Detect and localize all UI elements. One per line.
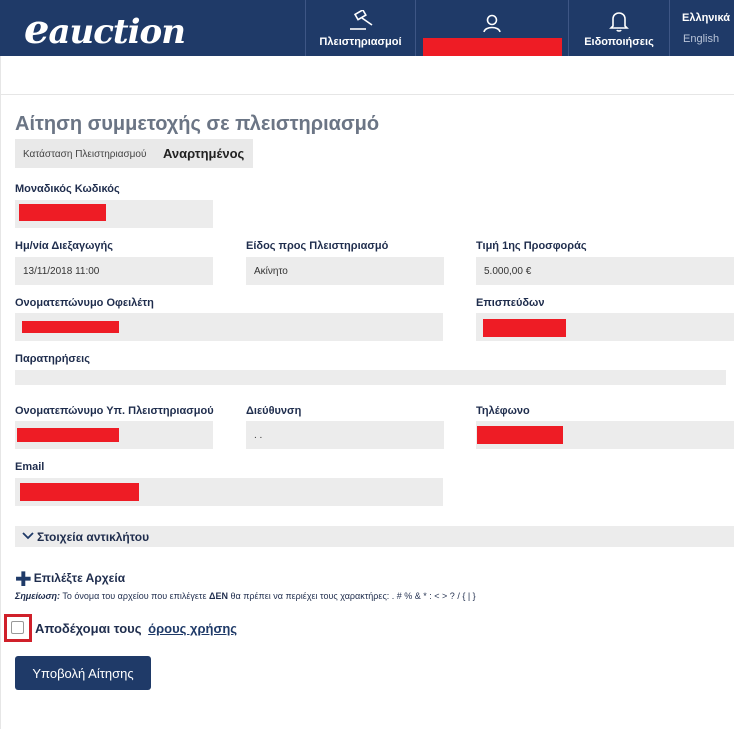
nav-notifications[interactable]: Ειδοποιήσεις (569, 0, 669, 56)
divider (0, 94, 734, 95)
notes-field[interactable] (15, 370, 726, 385)
select-files-button[interactable]: ✚ Επιλέξτε Αρχεία (15, 569, 126, 591)
email-label: Email (15, 461, 45, 473)
chevron-down-icon (22, 531, 34, 541)
redacted-unique-code (19, 204, 106, 221)
address-label: Διεύθυνση (246, 405, 302, 417)
redacted-pursuer (483, 319, 566, 337)
phone-label: Τηλέφωνο (476, 405, 530, 417)
price-field[interactable]: 5.000,00 € (476, 257, 734, 285)
debtor-label: Ονοματεπώνυμο Οφειλέτη (15, 297, 154, 309)
accept-terms-checkbox[interactable] (11, 621, 24, 634)
date-field[interactable]: 13/11/2018 11:00 (15, 257, 213, 285)
terms-link[interactable]: όρους χρήσης (148, 621, 238, 636)
submit-button[interactable]: Υποβολή Αίτησης (15, 656, 151, 690)
logo[interactable]: eauction (24, 6, 185, 53)
status-badge: Αναρτημένος (163, 146, 245, 161)
page-border (0, 56, 1, 729)
page-title: Αίτηση συμμετοχής σε πλειστηριασμό (15, 113, 380, 135)
top-header (0, 0, 734, 56)
redacted-email (20, 483, 139, 501)
date-label: Ημ/νία Διεξαγωγής (15, 240, 113, 252)
redacted-username (423, 38, 562, 56)
address-field[interactable]: . . (246, 421, 444, 449)
nav-auctions[interactable]: Πλειστηριασμοί (306, 0, 415, 56)
type-label: Είδος προς Πλειστηριασμό (246, 240, 389, 252)
redacted-officer (17, 428, 119, 442)
redacted-debtor (22, 321, 119, 333)
proxy-section-toggle[interactable] (15, 526, 734, 547)
redacted-phone (477, 426, 563, 444)
pursuer-label: Επισπεύδων (476, 297, 545, 309)
status-box (15, 139, 253, 168)
language-english[interactable]: English (683, 33, 720, 45)
bell-icon (609, 10, 629, 32)
plus-icon: ✚ (15, 569, 32, 591)
file-note: Σημείωση: Το όνομα του αρχείου που επιλέγετε ΔΕΝ θα πρέπει να περιέχει τους χαρακτήρες: . # % & * : < > ? / { | } (15, 591, 476, 601)
price-label: Τιμή 1ης Προσφοράς (476, 240, 587, 252)
type-field[interactable]: Ακίνητο (246, 257, 444, 285)
unique-code-label: Μοναδικός Κωδικός (15, 183, 120, 195)
officer-label: Ονοματεπώνυμο Υπ. Πλειστηριασμού (15, 405, 214, 417)
status-label: Κατάσταση Πλειστηριασμού (23, 149, 147, 160)
gavel-icon (346, 10, 376, 32)
proxy-section-label: Στοιχεία αντικλήτου (37, 530, 150, 544)
language-current[interactable]: Ελληνικά (682, 12, 730, 24)
accept-terms-text: Αποδέχομαι τους όρους χρήσης (35, 621, 238, 636)
user-icon (482, 13, 502, 33)
nav-separator (669, 0, 670, 56)
notes-label: Παρατηρήσεις (15, 353, 90, 365)
